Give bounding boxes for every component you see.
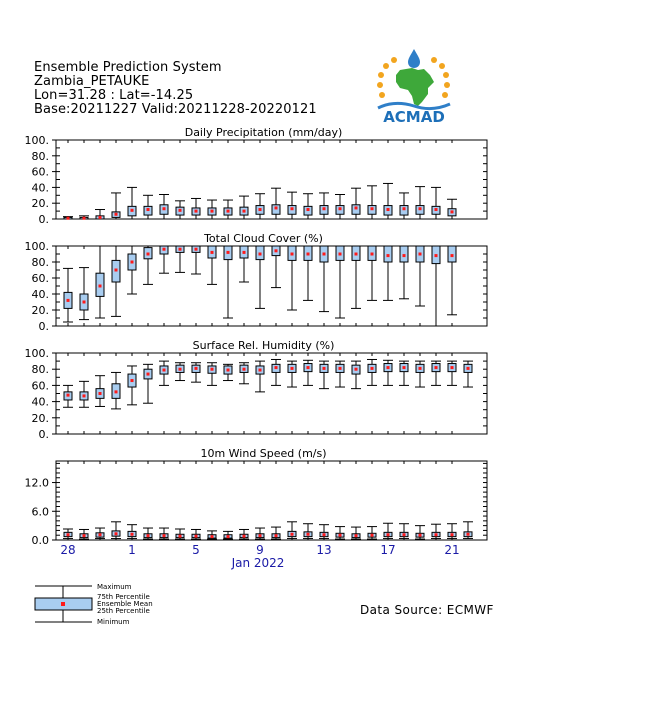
mean-marker (275, 206, 278, 209)
y-tick-label: 0. (38, 213, 49, 226)
mean-marker (99, 533, 102, 536)
x-tick-label: 17 (380, 543, 396, 557)
y-tick-label: 60. (31, 165, 49, 179)
y-tick-label: 40. (31, 181, 49, 195)
mean-marker (211, 368, 214, 371)
y-tick-label: 60. (31, 379, 49, 393)
mean-marker (99, 216, 102, 219)
mean-marker (195, 535, 198, 538)
iqr-box (384, 246, 392, 262)
mean-marker (355, 368, 358, 371)
mean-marker (451, 533, 454, 536)
x-month-label: Jan 2022 (231, 556, 285, 570)
mean-marker (67, 533, 70, 536)
mean-marker (227, 251, 230, 254)
mean-marker (371, 367, 374, 370)
mean-marker (163, 207, 166, 210)
mean-marker (243, 535, 246, 538)
mean-marker (451, 254, 454, 257)
mean-marker (131, 209, 134, 212)
y-tick-label: 20. (31, 197, 49, 211)
header-coordinates: Lon=31.28 : Lat=-14.25 (34, 88, 194, 103)
mean-marker (259, 534, 262, 537)
mean-marker (147, 208, 150, 211)
mean-marker (243, 368, 246, 371)
mean-marker (259, 208, 262, 211)
mean-marker (163, 369, 166, 372)
mean-marker (131, 261, 134, 264)
mean-marker (371, 253, 374, 256)
mean-marker (275, 534, 278, 537)
x-tick-label: 5 (192, 543, 200, 557)
y-tick-label: 20. (31, 411, 49, 425)
mean-marker (275, 366, 278, 369)
x-tick-label: 1 (128, 543, 136, 557)
y-tick-label: 100. (24, 134, 49, 147)
mean-marker (435, 533, 438, 536)
mean-marker (355, 534, 358, 537)
mean-marker (307, 366, 310, 369)
mean-marker (195, 210, 198, 213)
mean-marker (339, 207, 342, 210)
y-tick-label: 40. (31, 395, 49, 409)
y-tick-label: 6.0 (31, 505, 49, 519)
mean-marker (387, 208, 390, 211)
mean-marker (115, 532, 118, 535)
mean-marker (419, 367, 422, 370)
header-title: Ensemble Prediction System (34, 60, 222, 75)
mean-marker (195, 248, 198, 251)
data-source: Data Source: ECMWF (360, 603, 494, 617)
mean-marker (435, 366, 438, 369)
mean-marker (147, 534, 150, 537)
chart-title: Daily Precipitation (mm/day) (184, 126, 343, 139)
mean-marker (227, 210, 230, 213)
mean-marker (291, 253, 294, 256)
mean-marker (291, 367, 294, 370)
x-tick-label: 21 (444, 543, 460, 557)
mean-marker (323, 253, 326, 256)
mean-marker (163, 534, 166, 537)
header-location: Zambia_PETAUKE (34, 74, 150, 89)
mean-marker (211, 210, 214, 213)
mean-marker (259, 253, 262, 256)
mean-marker (179, 209, 182, 212)
mean-marker (355, 206, 358, 209)
logo-text: ACMAD (383, 108, 445, 126)
header-dates: Base:20211227 Valid:20211228-20220121 (34, 102, 317, 117)
chart-title: Surface Rel. Humidity (%) (192, 339, 335, 352)
mean-marker (451, 210, 454, 213)
y-tick-label: 40. (31, 288, 49, 301)
mean-marker (307, 208, 310, 211)
legend-p25-label: 25th Percentile (97, 607, 150, 615)
mean-marker (115, 269, 118, 272)
mean-marker (83, 394, 86, 397)
mean-marker (387, 533, 390, 536)
y-tick-label: 100. (24, 347, 49, 360)
mean-marker (67, 299, 70, 302)
mean-marker (387, 366, 390, 369)
y-tick-label: 20. (31, 304, 49, 317)
iqr-box (400, 206, 408, 215)
mean-marker (419, 534, 422, 537)
mean-marker (179, 535, 182, 538)
mean-marker (371, 534, 374, 537)
mean-marker (179, 248, 182, 251)
mean-marker (403, 366, 406, 369)
mean-marker (147, 253, 150, 256)
mean-marker (275, 249, 278, 252)
iqr-box (448, 246, 456, 262)
mean-marker (115, 390, 118, 393)
x-tick-label: 28 (60, 543, 76, 557)
y-tick-label: 0. (38, 320, 49, 333)
mean-marker (227, 535, 230, 538)
mean-marker (403, 207, 406, 210)
mean-marker (67, 217, 70, 220)
mean-marker (243, 210, 246, 213)
legend-mean-label: Ensemble Mean (97, 600, 153, 608)
mean-marker (83, 534, 86, 537)
mean-marker (403, 533, 406, 536)
mean-marker (211, 251, 214, 254)
iqr-box (272, 205, 280, 214)
y-tick-label: 0. (38, 428, 49, 441)
chart-title: Total Cloud Cover (%) (204, 232, 323, 245)
mean-marker (435, 254, 438, 257)
legend-p75-label: 75th Percentile (97, 593, 150, 601)
y-tick-label: 80. (31, 149, 49, 163)
mean-marker (307, 253, 310, 256)
x-tick-label: 13 (316, 543, 332, 557)
iqr-box (400, 246, 408, 262)
mean-marker (467, 533, 470, 536)
mean-marker (323, 207, 326, 210)
y-tick-label: 100. (24, 240, 49, 253)
mean-marker (307, 533, 310, 536)
mean-marker (467, 367, 470, 370)
y-tick-label: 60. (31, 272, 49, 285)
mean-marker (99, 392, 102, 395)
legend-mean-marker (61, 602, 65, 606)
mean-marker (147, 373, 150, 376)
y-tick-label: 0.0 (31, 534, 49, 547)
mean-marker (323, 533, 326, 536)
mean-marker (371, 207, 374, 210)
legend-min-label: Minimum (97, 618, 130, 626)
mean-marker (355, 253, 358, 256)
mean-marker (339, 367, 342, 370)
y-tick-label: 12.0 (24, 476, 49, 490)
mean-marker (179, 368, 182, 371)
boxplot-legend (30, 580, 170, 630)
mean-marker (323, 367, 326, 370)
mean-marker (339, 253, 342, 256)
mean-marker (211, 535, 214, 538)
mean-marker (99, 285, 102, 288)
mean-marker (435, 208, 438, 211)
mean-marker (83, 301, 86, 304)
mean-marker (243, 251, 246, 254)
mean-marker (227, 369, 230, 372)
iqr-box (352, 205, 360, 214)
mean-marker (419, 207, 422, 210)
mean-marker (67, 394, 70, 397)
mean-marker (291, 533, 294, 536)
mean-marker (387, 254, 390, 257)
legend-max-label: Maximum (97, 583, 132, 591)
y-tick-label: 80. (31, 363, 49, 377)
x-tick-label: 9 (256, 543, 264, 557)
mean-marker (339, 534, 342, 537)
mean-marker (131, 379, 134, 382)
mean-marker (163, 248, 166, 251)
mean-marker (419, 253, 422, 256)
mean-marker (83, 217, 86, 220)
mean-marker (131, 533, 134, 536)
mean-marker (451, 366, 454, 369)
plot-frame (56, 461, 487, 540)
chart-title: 10m Wind Speed (m/s) (200, 447, 327, 460)
mean-marker (195, 367, 198, 370)
mean-marker (259, 369, 262, 372)
y-tick-label: 80. (31, 256, 49, 269)
mean-marker (291, 207, 294, 210)
mean-marker (115, 213, 118, 216)
mean-marker (403, 254, 406, 257)
